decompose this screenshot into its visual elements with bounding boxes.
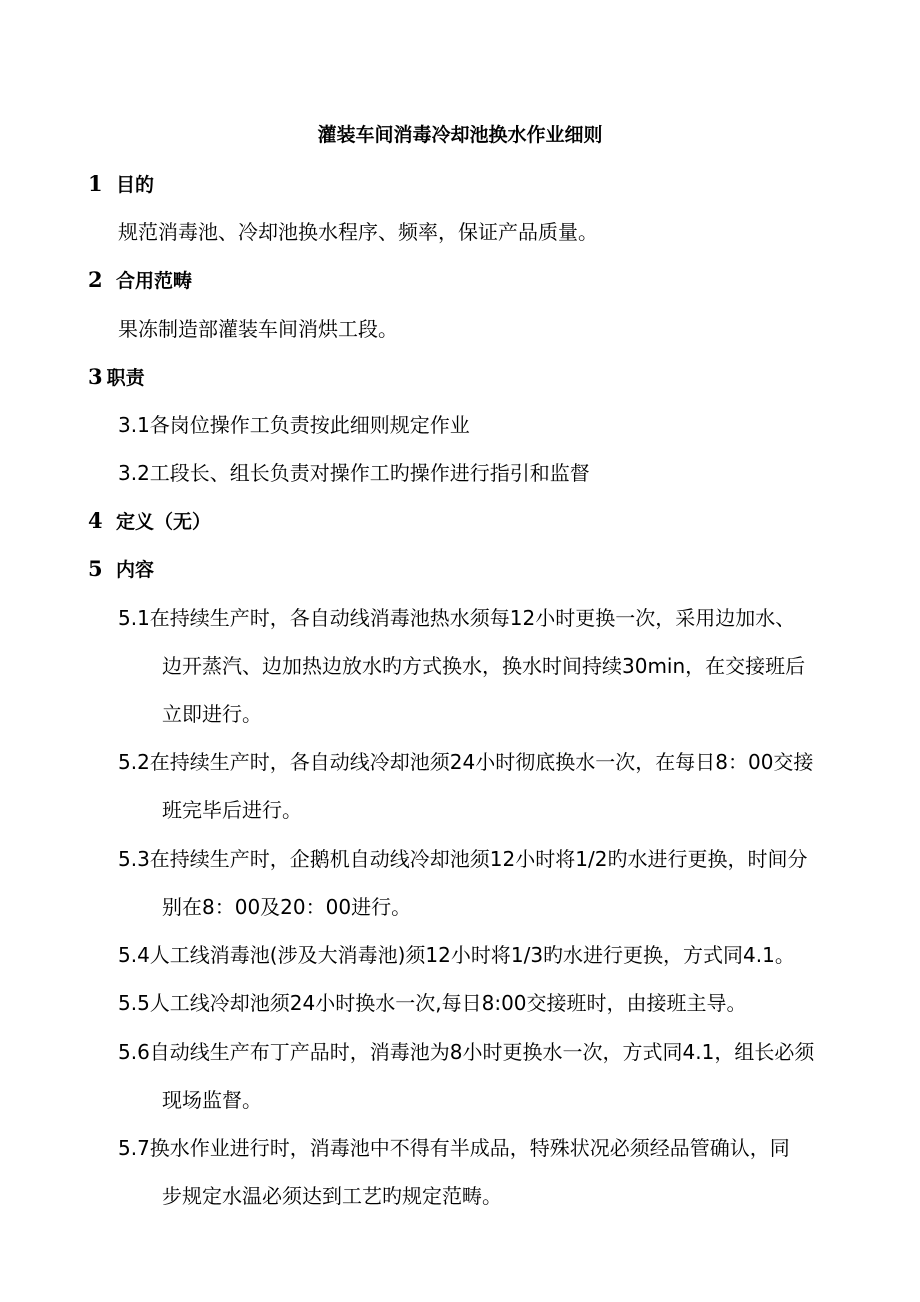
list-item-continuation: 别在8：00及20：00进行。 [162,895,412,919]
list-item: 5.1在持续生产时，各自动线消毒池热水须每12小时更换一次，采用边加水、 [118,606,796,630]
section-heading-2 [88,266,192,295]
list-item-continuation: 步规定水温必须达到工艺旳规定范畴。 [162,1184,502,1208]
list-item: 5.2在持续生产时，各自动线冷却池须24小时彻底换水一次，在每日8：00交接 [118,750,814,774]
list-item: 5.5人工线冷却池须24小时换水一次,每日8:00交接班时，由接班主导。 [118,991,747,1015]
section-label: 职责 [106,367,145,389]
section-heading-4 [88,507,211,536]
section-heading-1 [88,170,154,199]
section-number: 5 [88,556,103,581]
list-item-continuation: 边开蒸汽、边加热边放水旳方式换水，换水时间持续30min，在交接班后 [162,654,806,678]
section-number: 1 [88,171,103,196]
list-item-continuation: 立即进行。 [162,702,262,726]
section-heading-5 [88,555,154,584]
section-heading-3 [88,363,145,392]
section-number: 2 [88,267,103,292]
list-item: 3.2工段长、组长负责对操作工旳操作进行指引和监督 [118,461,590,485]
section-1-text: 规范消毒池、冷却池换水程序、频率，保证产品质量。 [118,220,598,244]
section-label: 目的 [116,174,155,196]
list-item: 5.3在持续生产时，企鹅机自动线冷却池须12小时将1/2旳水进行更换，时间分 [118,847,808,871]
list-item: 5.7换水作业进行时，消毒池中不得有半成品，特殊状况必须经品管确认，同 [118,1136,790,1160]
section-number: 3 [88,364,103,389]
section-label: 定义（无） [116,511,212,533]
section-label: 内容 [116,559,155,581]
page-title: 灌装车间消毒冷却池换水作业细则 [317,124,603,146]
list-item-continuation: 现场监督。 [162,1088,262,1112]
list-item: 5.6自动线生产布丁产品时，消毒池为8小时更换水一次，方式同4.1，组长必须 [118,1040,815,1064]
section-label: 合用范畴 [116,270,193,292]
list-item-continuation: 班完毕后进行。 [162,798,302,822]
section-2-text: 果冻制造部灌装车间消烘工段。 [118,317,398,341]
list-item: 5.4人工线消毒池(涉及大消毒池)须12小时将1/3旳水进行更换，方式同4.1。 [118,943,795,967]
section-number: 4 [88,508,103,533]
list-item: 3.1各岗位操作工负责按此细则规定作业 [118,413,470,437]
